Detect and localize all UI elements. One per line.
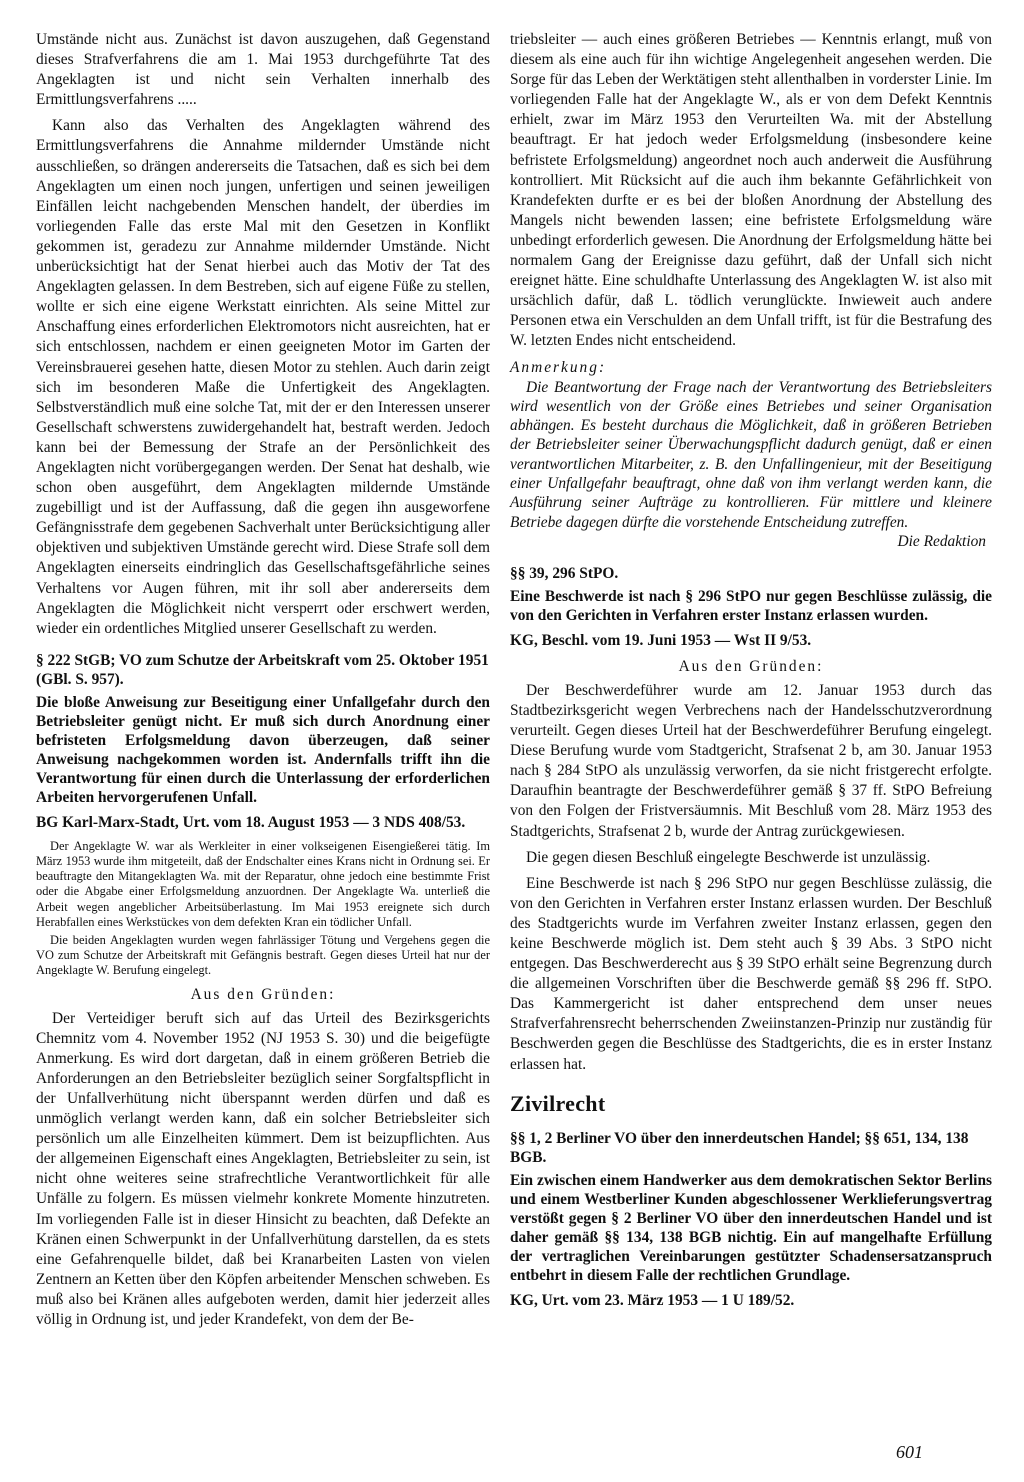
case-citation: BG Karl-Marx-Stadt, Urt. vom 18. August 1953 — 3 NDS 408/53. bbox=[36, 813, 466, 831]
paragraph: triebsleiter — auch eines größeren Betriebes — Kenntnis erlangt, muß von diesem als eine auch für ihn wichtige Angelegenheit angesehen werden. Die Sorge für das Leben der Werktätigen steht allenthalben in vorderster Linie. Im vorliegenden Falle hat der Angeklagte W., als er von dem Defekt Kenntnis erhielt, zwar im März 1953 den Verurteilten Wa. mit der Abstellung beauftragt. Er hat jedoch weder Erfolgsmeldung (insbesondere keine befristete Erfolgsmeldung) angeordnet noch auch anderweit die Ausführung kontrolliert. Mit Rücksicht auf die auch ihm bekannte Gefährlichkeit von Krandefekten durfte er es bei der bloßen Anordnung der Abstellung des Mangels nicht bewenden lassen; eine befristete Erfolgsmeldung wäre unbedingt erforderlich gewesen. Die Anordnung der Erfolgsmeldung hätte bei normalem Gang der Ereignisse dazu geführt, daß der Unfall sich nicht ereignet hätte. Eine schuldhafte Unterlassung des Angeklagten W. ist also mit ursächlich dafür, daß L. tödlich verunglückte. Inwieweit auch andere Personen etwa ein Verschulden an dem Unfall trifft, ist für die Bestrafung des W. letzten Endes nicht entscheidend. bbox=[510, 31, 992, 350]
case-heading: §§ 1, 2 Berliner VO über den innerdeutschen Handel; §§ 651, 134, 138 BGB. bbox=[510, 1129, 969, 1166]
section-title: Zivilrecht bbox=[510, 1090, 606, 1116]
annotation-label: Anmerkung: bbox=[510, 358, 607, 376]
case-heading: §§ 39, 296 StPO. bbox=[510, 564, 619, 582]
case-citation: KG, Urt. vom 23. März 1953 — 1 U 189/52. bbox=[510, 1291, 795, 1309]
headnote: Die bloße Anweisung zur Beseitigung einer Unfallgefahr durch den Betriebsleiter genügt nicht. Er muß sich durch Anordnung einer befristeten Erfolgsmeldung davon überzeugen, daß seiner Anweisung nachgekommen worden ist. Andernfalls trifft ihn die Verantwortung für einen durch die Unterlassung der erforderlichen Arbeiten hervorgerufenen Unfall. bbox=[36, 693, 490, 806]
case-citation: KG, Beschl. vom 19. Juni 1953 — Wst II 9/53. bbox=[510, 631, 812, 649]
right-column bbox=[510, 30, 992, 1317]
annotation-signature: Die Redaktion bbox=[897, 532, 986, 550]
paragraph: Die gegen diesen Beschluß eingelegte Beschwerde ist unzulässig. bbox=[526, 848, 931, 866]
paragraph: Kann also das Verhalten des Angeklagten während des Ermittlungsverfahrens die Annahme mildernder Umstände nicht ausschließen, so drängen andererseits die Tatsachen, daß es sich bei dem Angeklagten um einen noch jungen, unfertigen und seinen jeweiligen Einfällen leicht nachgebenden Menschen handelt, der überdies im vorliegenden Falle das erste Mal mit den Gesetzen in Konflikt gekommen ist, geradezu zur Annahme mildernder Umstände. Nicht unberücksichtigt hat der Senat hierbei auch das Motiv der Tat des Angeklagten gelassen. In dem Bestreben, sich auf eigene Füße zu stellen, wollte er sich eine eigene Werkstatt einrichten. Als seine Mittel zur Anschaffung eines erforderlichen Elektromotors nicht ausreichten, hat er sich entschlossen, nachdem er einen geeigneten Motor im Garten der Vereinsbrauerei gesehen hatte, diesen Motor zu stehlen. Auch darin zeigt sich im besonderen Maße die Unfertigkeit des Angeklagten. Selbstverständlich muß eine solche Tat, mit der er den Interessen unserer Gesellschaft schwerstens zuwidergehandelt hat, bestraft werden. Jedoch kann bei der Bemessung der Strafe an der Persönlichkeit des Angeklagten nicht vorübergegangen werden. Der Senat hat deshalb, wie schon oben ausgeführt, dem Angeklagten mildernde Umstände zugebilligt und ist der Auffassung, daß die gegen ihn ausgeworfene Gefängnisstrafe dem gegebenen Sachverhalt unter Berücksichtigung aller objektiven und subjektiven Umstände gerecht wird. Diese Strafe soll dem Angeklagten einerseits eindringlich das Gesellschaftsgefährliche seines Verhaltens vor Augen führen, mit ihr soll aber andererseits dem Angeklagten die Möglichkeit nicht versperrt oder erschwert werden, wieder ein ordentliches Mitglied unserer Gesellschaft zu werden. bbox=[36, 117, 490, 637]
reasons-heading: Aus den Gründen: bbox=[190, 985, 336, 1003]
headnote: Ein zwischen einem Handwerker aus dem demokratischen Sektor Berlins und einem Westberliner Kunden abgeschlossener Werklieferungsvertrag verstößt gegen § 2 Berliner VO über den innerdeutschen Handel und ist daher gemäß §§ 134, 138 BGB nichtig. Ein auf mangelhafte Erfüllung der vertraglichen Vereinbarungen gestützter Schadensersatzanspruch entbehrt in diesem Falle der rechtlichen Grundlage. bbox=[510, 1171, 992, 1284]
paragraph: Umstände nicht aus. Zunächst ist davon auszugehen, daß Gegenstand dieses Strafverfahrens die am 1. Mai 1953 durchgeführte Tat des Angeklagten ist und nicht sein Verhalten innerhalb des Ermittlungsverfahrens ..... bbox=[36, 31, 490, 109]
annotation-text: Die Beantwortung der Frage nach der Verantwortung des Betriebsleiters wird wesentlich von der Größe eines Betriebes und seiner Organisation abhängen. Es besteht durchaus die Möglichkeit, daß in größeren Betrieben der Betriebsleiter seiner Überwachungspflicht dadurch genügt, daß er einen verantwortlichen Mitarbeiter, z. B. den Unfallingenieur, mit der Beseitigung einer Unfallgefahr beauftragt, ohne daß von ihm verlangt werden kann, die Ausführung seiner Aufträge zu kontrollieren. Für mittlere und kleinere Betriebe dagegen dürfte die vorstehende Entscheidung zutreffen. bbox=[510, 378, 992, 531]
paragraph: Der Beschwerdeführer wurde am 12. Januar 1953 durch das Stadtbezirksgericht wegen Verbrechens nach der Handelsschutzverordnung verurteilt. Gegen dieses Urteil hat der Beschwerdeführer Berufung eingelegt. Diese Berufung wurde vom Stadtgericht, Strafsenat 2 b, am 30. Januar 1953 nach § 284 StPO als unzulässig verworfen, da sie nicht fristgerecht erfolgte. Daraufhin beantragte der Beschwerdeführer gemäß § 37 ff. StPO Befreiung von den Folgen der Fristversäumnis. Mit Beschluß vom 28. März 1953 des Stadtgerichts, Strafsenat 2 b, wurde der Antrag zurückgewiesen. bbox=[510, 681, 992, 840]
left-column bbox=[36, 30, 490, 1336]
case-heading: § 222 StGB; VO zum Schutze der Arbeitskraft vom 25. Oktober 1951 (GBl. S. 957). bbox=[36, 651, 489, 688]
facts-paragraph: Die beiden Angeklagten wurden wegen fahrlässiger Tötung und Vergehens gegen die VO zum Schutze der Arbeitskraft mit Gefängnis bestraft. Gegen dieses Urteil hat nur der Angeklagte W. Berufung eingelegt. bbox=[36, 933, 490, 978]
paragraph: Eine Beschwerde ist nach § 296 StPO nur gegen Beschlüsse zulässig, die von den Gerichten in Verfahren erster Instanz erlassen wurden. Der Beschluß des Stadtgerichts wurde im Verfahren zweiter Instanz erlassen, gegen den keine Beschwerde möglich ist. Dem steht auch § 39 Abs. 3 StPO nicht entgegen. Das Beschwerderecht aus § 39 StPO erhält seine Begrenzung durch die allgemeinen Vorschriften über die Beschwerde gemäß §§ 296 ff. StPO. Das Kammergericht ist daher entsprechend dem unser neues Strafverfahrensrecht beherrschenden Zweiinstanzen-Prinzip nur zuständig für Beschwerden gegen die Beschlüsse des Stadtgerichts, die es in erster Instanz erlassen hat. bbox=[510, 874, 992, 1073]
reasons-heading: Aus den Gründen: bbox=[678, 657, 824, 675]
page-number: 601 bbox=[896, 1442, 923, 1462]
paragraph: Der Verteidiger beruft sich auf das Urteil des Bezirksgerichts Chemnitz vom 4. November 1952 (NJ 1953 S. 30) und die beigefügte Anmerkung. Es wird dort dargetan, daß in einem größeren Betrieb die Anforderungen an den Betriebsleiter bezüglich seiner Sorgfaltspflicht in der Unfallverhütung nicht überspannt werden dürfen und daß es unmöglich verlangt werden kann, daß ein solcher Betriebsleiter sich persönlich um alle Einzelheiten kümmert. Dem ist beizupflichten. Aus der allgemeinen Eigenschaft eines Angeklagten, Betriebsleiter zu sein, ist nicht ohne weiteres seine strafrechtliche Verantwortlichkeit für alle Unfälle zu folgern. Es müssen vielmehr konkrete Momente hinzutreten. Im vorliegenden Falle ist in dieser Hinsicht zu beachten, daß Defekte an Kränen einen Schwerpunkt in der Unfallverhütung darstellen, da es stets eine Gefahrenquelle bildet, daß bei Kranarbeiten Lasten von vielen Zentnern an Ketten über den Köpfen arbeitender Menschen schweben. Es muß also bei Kränen alles aufgeboten werden, damit hier jederzeit alles völlig in Ordnung ist, und jeder Krandefekt, von dem der Be- bbox=[36, 1009, 490, 1329]
headnote: Eine Beschwerde ist nach § 296 StPO nur gegen Beschlüsse zulässig, die von den Gerichten in Verfahren erster Instanz erlassen wurden. bbox=[510, 587, 992, 624]
facts-paragraph: Der Angeklagte W. war als Werkleiter in einer volkseigenen Eisengießerei tätig. Im März 1953 wurde ihm mitgeteilt, daß der Endschalter eines Krans nicht in Ordnung sei. Er beauftragte den Mitangeklagten Wa. mit der Reparatur, ohne jedoch eine bestimmte Frist oder die Abgabe einer Erfolgsmeldung anzuordnen. Der Angeklagte Wa. unterließ die Arbeit wegen angeblicher Arbeitsüberlastung. Im Mai 1953 ereignete sich durch Herabfallen eines Werkstückes von dem defekten Kran ein tödlicher Unfall. bbox=[36, 838, 490, 929]
